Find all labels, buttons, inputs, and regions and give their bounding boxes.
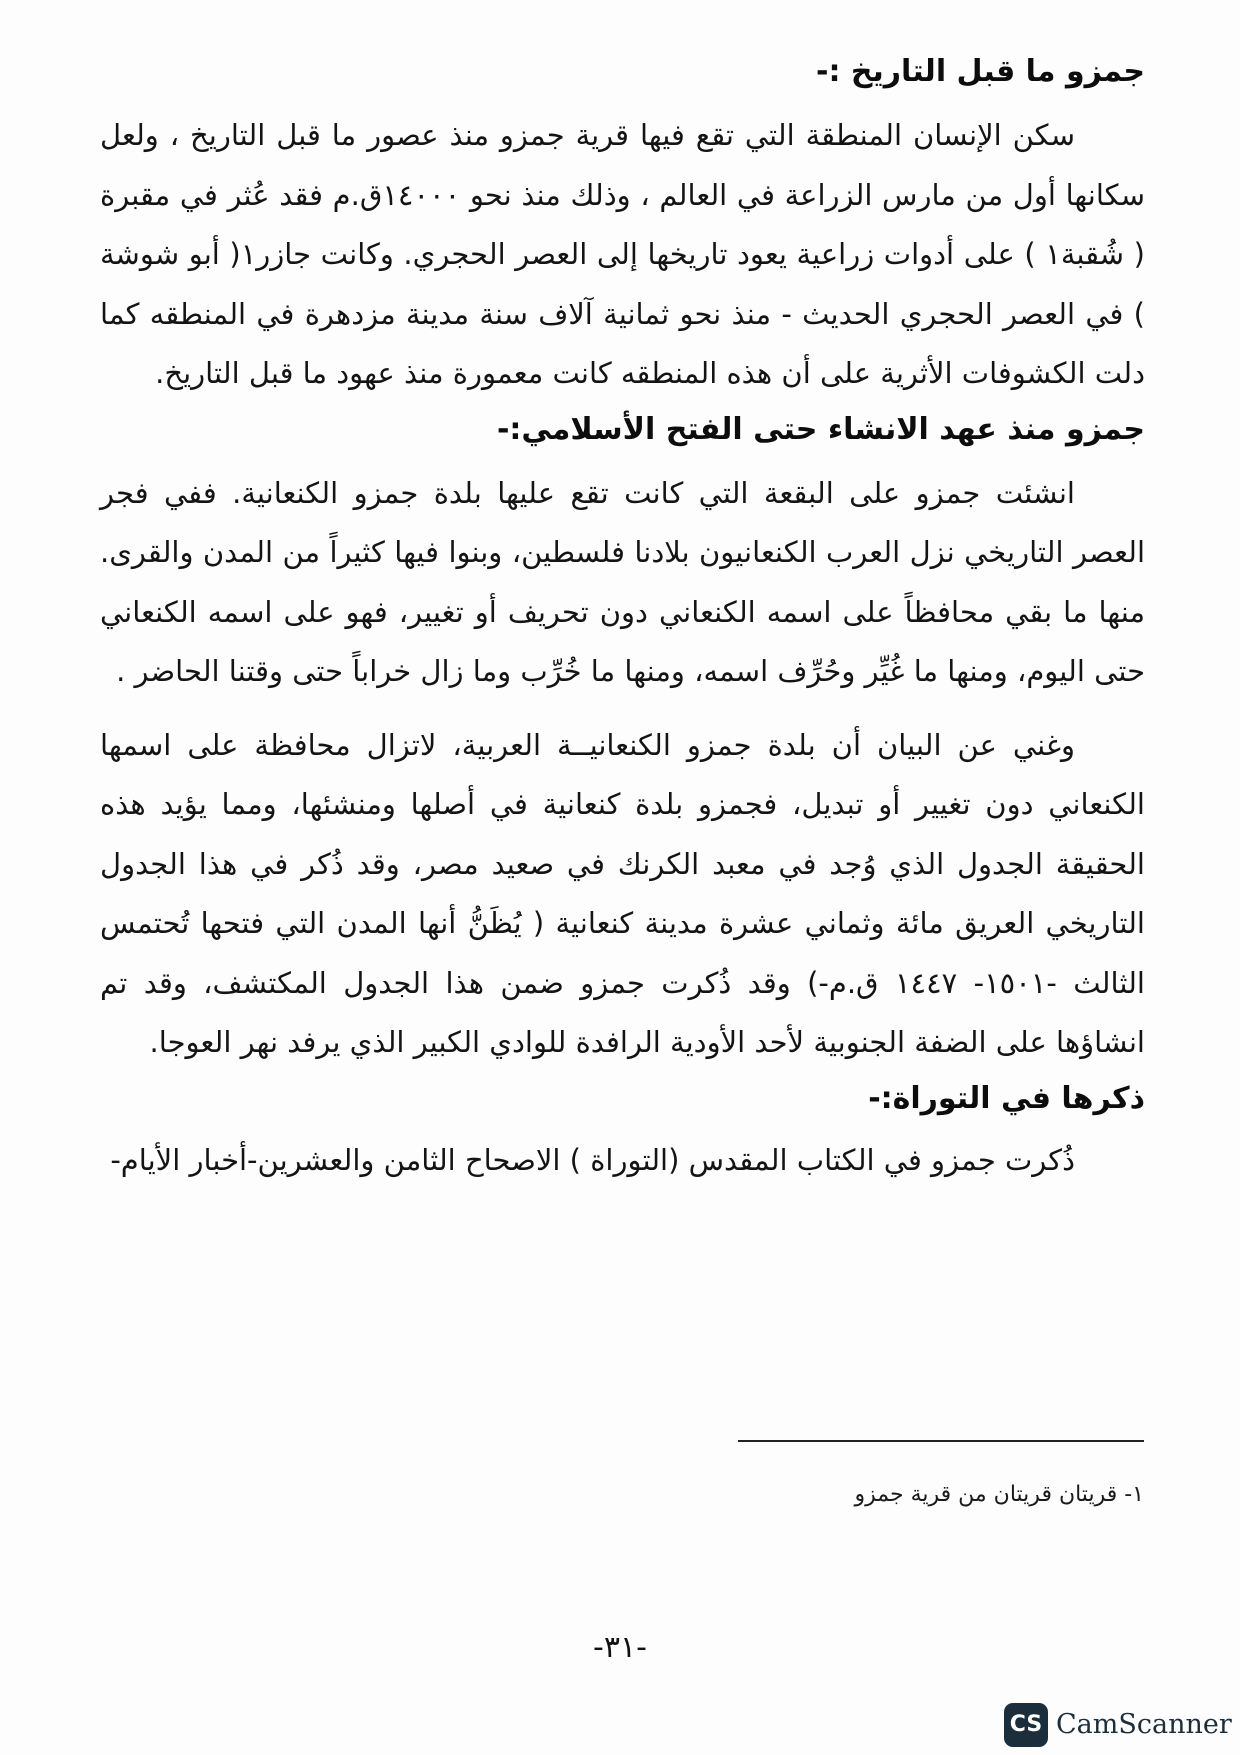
paragraph-founding-2: وغني عن البيان أن بلدة جمزو الكنعانيــة العربية، لاتزال محافظة على اسمها الكنعاني دون تغيير أو تبديل، فجمزو بلدة كنعانية في أصلها ومنشئها، ومما يؤيد هذه الحقيقة الجدول الذي وُجد في معبد الكرنك في صعيد مصر، وقد ذُكر في هذا الجدول التاريخي العريق مائة وثماني عشرة مدينة كنعانية ( يُظَنُّ أنها المدن التي فتحها تُحتمس الثالث -١٥٠١- ١٤٤٧ ق.م-) وقد ذُكرت جمزو ضمن هذا الجدول المكتشف، وقد تم انشاؤها على الضفة الجنوبية لأحد الأودية الرافدة للوادي الكبير الذي يرفد نهر العوجا. (100, 727, 1145, 1059)
section-heading-prehistory: جمزو ما قبل التاريخ :- (816, 54, 1145, 89)
camscanner-logo-icon: CS (1004, 1703, 1048, 1747)
page-number: -٣١- (593, 1630, 647, 1665)
footnote-divider (738, 1440, 1144, 1442)
section-heading-founding: جمزو منذ عهد الانشاء حتى الفتح الأسلامي:- (496, 411, 1145, 447)
section-heading-torah: ذكرها في التوراة:- (868, 1080, 1145, 1116)
paragraph-prehistory: سكن الإنسان المنطقة التي تقع فيها قرية جمزو منذ عصور ما قبل التاريخ ، ولعل سكانها أول من مارس الزراعة في العالم ، وذلك منذ نحو ١٤٠٠٠ق.م فقد عُثر في مقبرة ( شُقبة١ ) على أدوات زراعية يعود تاريخها إلى العصر الحجري. وكانت جازر١( أبو شوشة ) في العصر الحجري الحديث - منذ نحو ثمانية آلاف سنة مدينة مزدهرة في المنطقه كما دلت الكشوفات الأثرية على أن هذه المنطقه كانت معمورة منذ عهود ما قبل التاريخ. (100, 118, 1145, 390)
paragraph-torah: ذُكرت جمزو في الكتاب المقدس (التوراة ) الاصحاح الثامن والعشرين-أخبار الأيام- (110, 1142, 1075, 1177)
page-body (100, 52, 1145, 1196)
paragraph-founding-1: انشئت جمزو على البقعة التي كانت تقع عليها بلدة جمزو الكنعانية. ففي فجر العصر التاريخي نزل العرب الكنعانيون بلادنا فلسطين، وبنوا فيها كثيراً من المدن والقرى. منها ما بقي محافظاً على اسمه الكنعاني دون تحريف أو تغيير، فهو على اسمه الكنعاني حتى اليوم، ومنها ما غُيِّر وحُرِّف اسمه، ومنها ما خُرِّب وما زال خراباً حتى وقتنا الحاضر . (100, 475, 1145, 688)
footnote: ١- قريتان قريتان من قرية جمزو (854, 1482, 1144, 1507)
camscanner-watermark: CamScanner (1056, 1709, 1232, 1740)
